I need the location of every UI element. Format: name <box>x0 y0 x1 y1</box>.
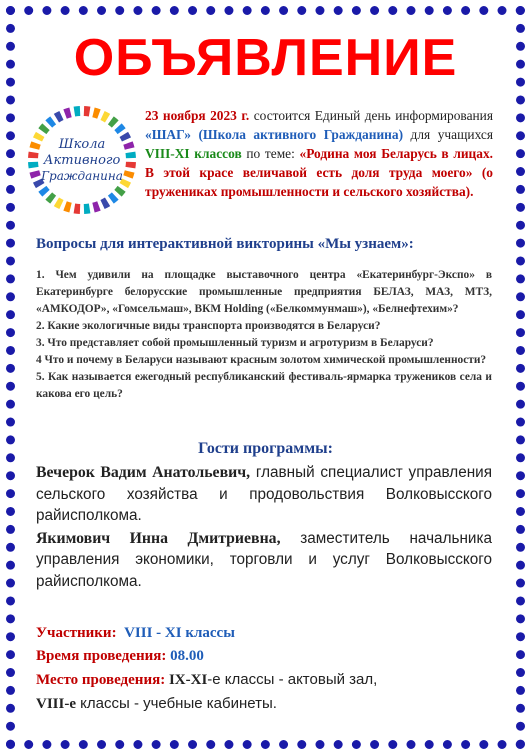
place-label: Место проведения: <box>36 672 166 688</box>
place-text-2: классы - учебные кабинеты. <box>76 695 277 712</box>
event-details <box>36 622 492 716</box>
participants-label: Участники: <box>36 625 117 641</box>
logo-ring-segment <box>114 186 125 197</box>
time-value: 08.00 <box>170 648 204 664</box>
event-topic: «Родина моя Беларусь в лицах. В этой красе величавой есть доля труда моего» (о тружениках промышленности и сельского хозяйства). <box>145 146 494 199</box>
logo-line-1: Школа <box>58 137 106 152</box>
page-title: ОБЪЯВЛЕНИЕ <box>73 29 458 87</box>
guest-item <box>36 528 492 593</box>
logo-ring-segment <box>28 162 38 169</box>
place-text-1: -е классы - актовый зал, <box>207 671 378 688</box>
logo-ring-segment <box>63 108 71 119</box>
logo-ring-segment <box>45 192 56 203</box>
participants-row <box>36 622 492 645</box>
place-row-2 <box>36 692 492 716</box>
logo-ring-segment <box>45 116 56 127</box>
guest-item <box>36 462 492 527</box>
target-classes: VIII-XI классов <box>145 146 242 161</box>
logo-ring-segment <box>114 123 125 134</box>
event-date: 23 ноября 2023 г. <box>145 108 250 123</box>
logo-ring-segment <box>33 132 44 142</box>
logo-ring-segment <box>54 111 64 122</box>
place-classes-2: VIII-е <box>36 696 76 712</box>
question-item: 1. Чем удивили на площадке выставочного центра «Екатеринбург-Экспо» в Екатеринбурге белорусские промышленные предприятия БЕЛАЗ, МАЗ, МТЗ, «АМКОДОР», «Гомсельмаш», ВКМ Holding («Белкоммунмаш»), «Белнефтехим»? <box>36 269 492 315</box>
place-classes-1: IX-XI <box>168 672 208 688</box>
time-row <box>36 645 492 668</box>
logo-ring-segment <box>123 141 134 149</box>
time-label: Время проведения: <box>36 648 167 664</box>
guest-name: Якимович Инна Дмитриевна, <box>36 529 281 547</box>
logo-ring-segment <box>38 186 49 197</box>
logo-ring-segment <box>74 203 81 213</box>
logo-ring-segment <box>30 141 41 149</box>
question-item: 4 Что и почему в Беларуси называют красным золотом химической промышленности? <box>36 354 487 366</box>
logo-line-2: Активного <box>43 153 121 168</box>
logo-ring-segment <box>125 152 135 159</box>
logo-ring-segment <box>92 108 100 119</box>
logo-ring-segment <box>30 170 41 178</box>
logo-ring-segment <box>108 116 119 127</box>
logo-ring-segment <box>125 162 135 169</box>
question-item: 5. Как называется ежегодный республиканский фестиваль-ярмарка тружеников села и какова его цель? <box>36 371 492 400</box>
guests-heading: Гости программы: <box>198 440 333 457</box>
logo-ring-segment <box>92 201 100 212</box>
guest-name: Вечерок Вадим Анатольевич, <box>36 464 251 481</box>
logo-ring-segment <box>63 201 71 212</box>
logo-ring-segment <box>38 123 49 134</box>
quiz-questions <box>36 267 492 403</box>
logo-ring-segment <box>74 106 81 116</box>
logo-ring-segment <box>84 106 91 116</box>
guest-desc: главный специалист управления сельского хозяйства и продовольствия Волковысского райисполкома. <box>36 464 492 524</box>
logo-ring-segment <box>28 152 38 159</box>
logo-ring-segment <box>84 203 91 213</box>
logo-ring-segment <box>54 198 64 209</box>
intro-paragraph <box>145 106 493 201</box>
intro-text-3: по теме: <box>241 146 300 161</box>
school-logo <box>26 104 138 216</box>
logo-ring-segment <box>108 192 119 203</box>
logo-ring-segment <box>100 198 110 209</box>
place-row <box>36 668 492 692</box>
intro-text-2: для учащихся <box>403 127 493 142</box>
quiz-heading: Вопросы для интерактивной викторины «Мы узнаем»: <box>36 236 414 252</box>
participants-value: VIII - XI классы <box>124 625 235 641</box>
guests-list <box>36 462 492 593</box>
question-item: 2. Какие экологичные виды транспорта производятся в Беларуси? <box>36 320 381 332</box>
logo-ring-segment <box>120 132 131 142</box>
question-item: 3. Что представляет собой промышленный туризм и агротуризм в Беларуси? <box>36 337 434 349</box>
logo-ring-segment <box>100 111 110 122</box>
logo-line-3: Гражданина <box>41 169 123 183</box>
shag-name: «ШАГ» (Школа активного Гражданина) <box>145 127 404 142</box>
guest-desc: заместитель начальника управления экономики, торговли и услуг Волковысского райисполкома. <box>36 529 492 590</box>
intro-text-1: состоится Единый день информирования <box>249 108 493 123</box>
logo-ring-segment <box>123 170 134 178</box>
